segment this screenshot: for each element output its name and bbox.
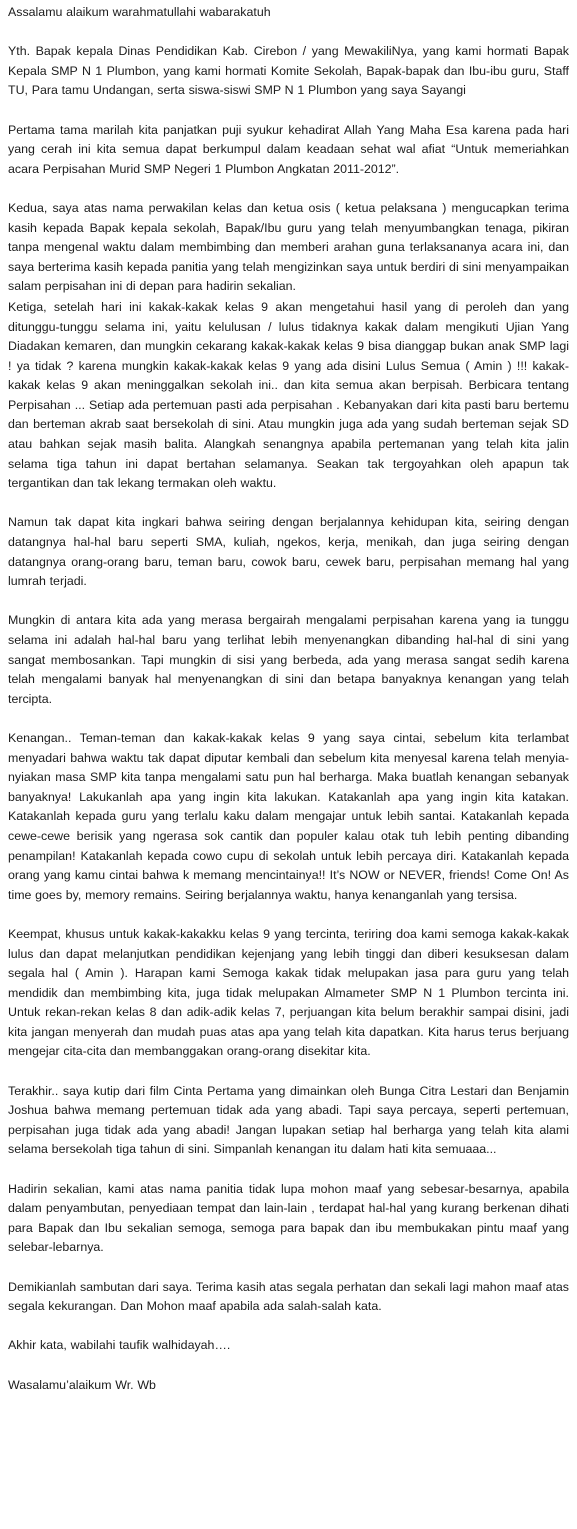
paragraph-terakhir: Terakhir.. saya kutip dari film Cinta Pertama yang dimainkan oleh Bunga Citra Lestari dan Benjamin Joshua bahwa memang pertemuan tidak ada yang abadi. Tapi saya percaya, seperti pertemuan, perpisahan juga tidak ada yang abadi! Jangan lupakan setiap hal berharga yang telah kita alami selama bersekolah tiga tahun di sini. Simpanlah kenangan itu dalam hati kita semuaaa... <box>8 1083 569 1157</box>
paragraph-pertama: Pertama tama marilah kita panjatkan puji syukur kehadirat Allah Yang Maha Esa karena pada hari yang cerah ini kita semua dapat berkumpul dalam keadaan sehat wal afiat “Untuk memeriahkan acara Perpisahan Murid SMP Negeri 1 Plumbon Angkatan 2011-2012”. <box>8 122 569 176</box>
greeting-closing: Wasalamu’alaikum Wr. Wb <box>8 1377 156 1392</box>
paragraph-ketiga: Ketiga, setelah hari ini kakak-kakak kelas 9 akan mengetahui hasil yang di peroleh dan yang ditunggu-tunggu selama ini, yaitu kelulusan / lulus tidaknya kakak dalam mengikuti Ujian Yang Diadakan kemaren, dan mungkin cekarang kakak-kakak kelas 9 bisa dianggap bukan anak SMP lagi ! ya tidak ? karena mungkin kakak-kakak kelas 9 yang ada disini Lulus Semua ( Amin ) !!! kakak-kakak kelas 9 akan meninggalkan sekolah ini.. dan kita semua akan berpisah. Berbicara tentang Perpisahan ... Setiap ada pertemuan pasti ada perpisahan . Kebanyakan dari kita pasti baru bertemu dan berteman akrab saat bersekolah di sini. Atau mungkin juga ada yang sudah berteman sejak SD atau bahkan sejak masih balita. Alangkah senangnya apabila pertemanan yang telah kita jalin selama tiga tahun ini dapat bertahan selamanya. Seakan tak tergoyahkan oleh apapun tak tergantikan dan tak lekang termakan oleh waktu. <box>8 299 569 491</box>
paragraph-mungkin: Mungkin di antara kita ada yang merasa bergairah mengalami perpisahan karena yang ia tunggu selama ini adalah hal-hal baru yang terlihat lebih menyenangkan dibanding hal-hal di sini yang sangat membosankan. Tapi mungkin di sisi yang berbeda, ada yang merasa sangat sedih karena telah mengalami banyak hal menyenangkan di sini dan betapa banyaknya kenangan yang telah tercipta. <box>8 613 569 706</box>
paragraph-keempat: Keempat, khusus untuk kakak-kakakku kelas 9 yang tercinta, teriring doa kami semoga kakak-kakak lulus dan dapat melanjutkan pendidikan kejenjang yang lebih tinggi dan diberi kesuksesan dalam segala hal ( Amin ). Harapan kami Semoga kakak tidak melupakan jasa para guru yang telah mendidik dan membimbing kita, juga tidak melupakan Almameter SMP N 1 Plumbon tercinta ini. Untuk rekan-rekan kelas 8 dan adik-adik kelas 7, perjuangan kita belum berakhir sampai disini, jadi kita jangan menyerah dan mudah puas atas apa yang telah kita dapatkan. Kita harus terus berjuang mengejar cita-cita dan membanggakan orang-orang disekitar kita. <box>8 926 569 1059</box>
paragraph-salutation: Yth. Bapak kepala Dinas Pendidikan Kab. Cirebon / yang MewakiliNya, yang kami hormati Bapak Kepala SMP N 1 Plumbon, yang kami hormati Komite Sekolah, Bapak-bapak dan Ibu-ibu guru, Staff TU, Para tamu Undangan, serta siswa-siswi SMP N 1 Plumbon yang saya Sayangi <box>8 44 569 98</box>
speech-document <box>8 3 569 1395</box>
greeting-opening: Assalamu alaikum warahmatullahi wabarakatuh <box>8 5 271 19</box>
paragraph-demikian: Demikianlah sambutan dari saya. Terima kasih atas segala perhatan dan sekali lagi mahon maaf atas segala kekurangan. Dan Mohon maaf apabila ada salah-salah kata. <box>8 1279 569 1314</box>
paragraph-hadirin: Hadirin sekalian, kami atas nama panitia tidak lupa mohon maaf yang sebesar-besarnya, apabila dalam penyambutan, penyediaan tempat dan lain-lain , terdapat hal-hal yang kurang berkenan dihati para Bapak dan Ibu sekalian semoga, semoga para bapak dan ibu membukakan pintu maaf yang selebar-lebarnya. <box>8 1181 569 1255</box>
paragraph-kenangan: Kenangan.. Teman-teman dan kakak-kakak kelas 9 yang saya cintai, sebelum kita terlambat menyadari bahwa waktu tak dapat diputar kembali dan sebelum kita menyesal karena telah menyia-nyiakan masa SMP kita tanpa mengalami satu pun hal berharga. Maka buatlah kenangan sebanyak banyaknya! Lakukanlah apa yang ingin kita lakukan. Katakanlah apa yang ingin kita katakan. Katakanlah kepada guru yang terlalu kaku dalam mengajar untuk lebih santai. Katakanlah kepada cewe-cewe berisik yang ngerasa sok cantik dan populer kalau otak tuh lebih penting dibanding penampilan! Katakanlah kepada cowo cupu di sekolah untuk lebih percaya diri. Katakanlah kepada orang yang kamu cintai bahwa k memang mencintainya!! It’s NOW or NEVER, friends! Come On! As time goes by, memory remains. Seiring berjalannya waktu, hanya kenanganlah yang tersisa. <box>8 730 569 902</box>
paragraph-akhir-kata: Akhir kata, wabilahi taufik walhidayah…. <box>8 1338 231 1353</box>
paragraph-namun: Namun tak dapat kita ingkari bahwa seiring dengan berjalannya kehidupan kita, seiring dengan datangnya hal-hal baru seperti SMA, kuliah, ngekos, kerja, menikah, dan juga seiring dengan datangnya orang-orang baru, teman baru, cowok baru, cewek baru, perpisahan memang hal yang lumrah terjadi. <box>8 515 569 589</box>
paragraph-kedua: Kedua, saya atas nama perwakilan kelas dan ketua osis ( ketua pelaksana ) mengucapkan terima kasih kepada Bapak kepala sekolah, Bapak/Ibu guru yang telah menyumbangkan tenaga, pikiran tanpa mengenal waktu dalam membimbing dan memberi arahan guna terlaksananya acara ini, dan saya berterima kasih kepada panitia yang telah mengizinkan saya untuk berdiri di sini menyampaikan salam perpisahan ini di depan para hadirin sekalian. <box>8 200 569 294</box>
